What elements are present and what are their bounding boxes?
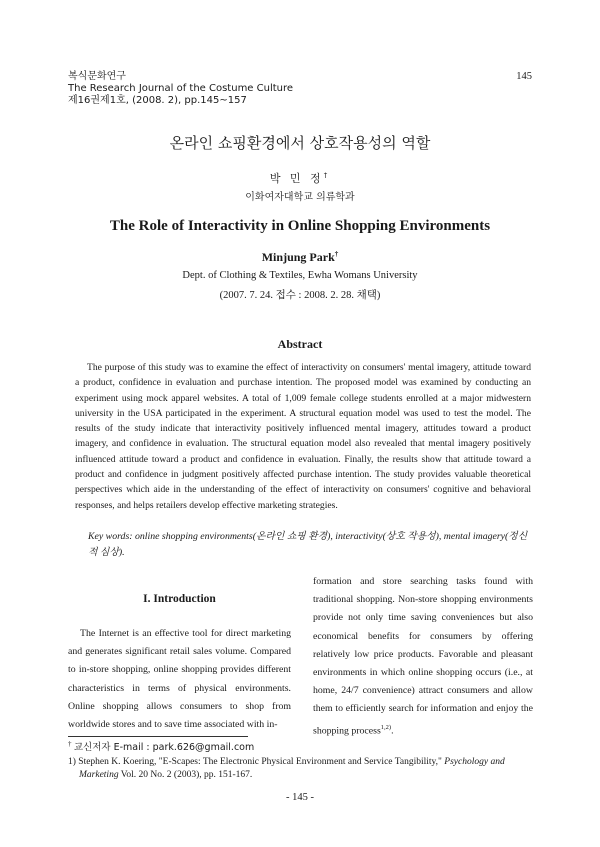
footnote-reference-1 [68, 756, 534, 783]
title-english: The Role of Interactivity in Online Shopping Environments [109, 218, 491, 234]
right-column [313, 573, 533, 740]
intro-paragraph-left: The Internet is an effective tool for direct marketing and generates significant retail sales volume. Compared to in-store shopping, online shopping provides different characteristics in terms of physical environments. Online shopping allows consumers to shop from worldwide stores and to save time associated with in- [68, 628, 291, 731]
affiliation-korean: 이화여자대학교 의류학과 [245, 192, 355, 203]
affiliation-english: Dept. of Clothing & Textiles, Ewha Womans University [182, 270, 418, 281]
title-korean: 온라인 쇼핑환경에서 상호작용성의 역할 [169, 134, 431, 152]
keywords: Key words: online shopping environments(온라인 쇼핑 환경), interactivity(상호 작용성), mental imagery(정신적 심상). [88, 531, 528, 558]
intro-paragraph-right-end: . [391, 724, 394, 736]
author-korean-name: 박 민 정 [269, 172, 324, 185]
intro-paragraph-right: formation and store searching tasks found with traditional shopping. Non-store shopping environments provide not only time saving conveniences but also economical benefits for consumers by offering relatively low price products. Favorable and pleasant environments in which online shopping occurs (i.e., at home, 24/7 convenience) attract consumers and allow them to efficiently search for information and enjoy the shopping process [313, 576, 533, 736]
citation-ref: 1,2) [380, 723, 392, 731]
journal-name-en: The Research Journal of the Costume Culture [68, 83, 294, 94]
footnote-ref-journal: Psychology and Marketing [79, 756, 505, 781]
footnote-ref-text-b: Vol. 20 No. 2 (2003), pp. 151-167. [118, 770, 253, 781]
section-heading: I. Introduction [143, 593, 216, 605]
footnote-mark: † [68, 740, 72, 748]
abstract-text: The purpose of this study was to examine the effect of interactivity on consumers' mental imagery, attitude toward a product, confidence in evaluation and purchase intention. The proposed model was examined by conducting an experiment using mock apparel websites. A total of 1,009 female college students enrolled at a major midwestern university in the USA participated in the experiment. A structural equation model was used to test the model. The results of the study indicate that interactivity positively influenced mental imagery, attitudes toward a product imagery, and confidence in evaluation. The structural equation model also revealed that mental imagery positively influenced attitude toward a product and confidence in evaluation. Finally, the results show that attitude toward a product and confidence in judgment positively affected purchase intention. The study provides valuable theoretical perspectives which aide in the understanding of the effect of interactivity on consumers' cognitive and behavioral responses, and helps retailers develop effective marketing strategies. [75, 362, 531, 511]
footnote-email: 교신저자 E-mail : park.626@gmail.com [73, 742, 255, 754]
footnote-corresponding [68, 738, 534, 756]
left-column [68, 573, 291, 734]
footnote-ref-text-a: 1) Stephen K. Koering, "E-Scapes: The Electronic Physical Environment and Service Tangibility," [68, 756, 445, 767]
journal-header [68, 71, 293, 107]
journal-name-ko: 복식문화연구 [68, 71, 126, 82]
page-number-top: 145 [516, 71, 532, 82]
author-english [0, 250, 600, 265]
author-english-name: Minjung Park [261, 250, 335, 264]
footnote-divider [68, 736, 248, 737]
journal-volume: 제16권제1호, (2008. 2), pp.145~157 [68, 95, 247, 106]
author-korean-mark: † [323, 171, 331, 180]
page-number-bottom: - 145 - [286, 792, 314, 803]
author-english-mark: † [334, 250, 339, 258]
submission-dates: (2007. 7. 24. 접수 : 2008. 2. 28. 채택) [219, 290, 381, 301]
author-korean [0, 170, 600, 186]
abstract-heading: Abstract [277, 337, 323, 351]
footnotes [68, 738, 534, 783]
